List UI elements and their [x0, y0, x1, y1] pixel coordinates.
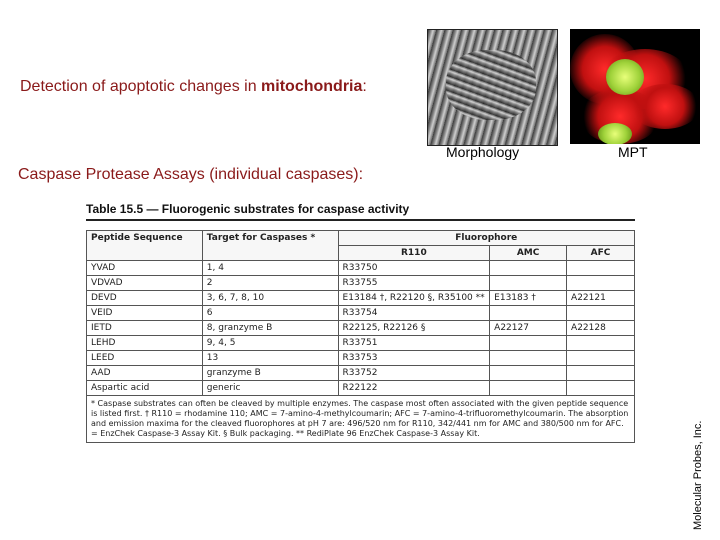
caption-morphology: Morphology [446, 144, 520, 160]
table-row [87, 261, 635, 276]
table-header-row [87, 231, 635, 246]
catalog-link[interactable]: E13184 †, R22120 §, R35100 ** [342, 293, 485, 303]
cell-r110 [338, 261, 490, 276]
table-row [87, 321, 635, 336]
subheader-r110: R110 [338, 246, 490, 261]
cell-peptide [87, 321, 203, 336]
cell-target-text: 6 [206, 308, 213, 318]
catalog-link[interactable]: R22122 [342, 383, 378, 393]
cell-afc [567, 306, 635, 321]
cell-target [202, 336, 338, 351]
cell-peptide-text: IETD [91, 323, 112, 333]
table-row [87, 291, 635, 306]
cell-target [202, 381, 338, 396]
cell-peptide [87, 381, 203, 396]
header-fluorophore: Fluorophore [338, 231, 634, 246]
cell-target-text: generic [206, 383, 241, 393]
caspase-table-container [86, 219, 635, 443]
heading-caspase-assays: Caspase Protease Assays (individual caspases): [18, 166, 364, 183]
cell-afc [567, 291, 635, 306]
cell-afc [567, 276, 635, 291]
cell-amc [490, 381, 567, 396]
table-row [87, 351, 635, 366]
catalog-link[interactable]: R33751 [342, 338, 378, 348]
table-row [87, 381, 635, 396]
table-row [87, 336, 635, 351]
cell-peptide-text: VEID [91, 308, 113, 318]
table-row [87, 306, 635, 321]
red-stain-region [630, 84, 700, 129]
cell-target-text: 3, 6, 7, 8, 10 [206, 293, 265, 303]
catalog-link[interactable]: R22125, R22126 § [342, 323, 426, 333]
cell-r110 [338, 336, 490, 351]
cell-target-text: 8, granzyme B [206, 323, 273, 333]
cell-peptide-text: Aspartic acid [91, 383, 150, 393]
cell-r110 [338, 276, 490, 291]
cell-target-text: granzyme B [206, 368, 261, 378]
cell-r110 [338, 306, 490, 321]
cell-afc [567, 366, 635, 381]
cell-amc [490, 336, 567, 351]
cell-target [202, 351, 338, 366]
cell-target-text: 1, 4 [206, 263, 224, 273]
cell-peptide [87, 291, 203, 306]
cell-afc [567, 321, 635, 336]
table-footnote: * Caspase substrates can often be cleaved by multiple enzymes. The caspase most often associated with the given peptide sequence is listed first. † R110 = rhodamine 110; AMC = 7-amino-4-methylcoumarin; AFC = 7-amino-4-trifluoromethylcoumarin. The absorption and emission maxima for the cleaved fluorophores at pH 7 are: 496/520 nm for R110, 342/441 nm for AMC and 380/500 nm for AFC. = EnzChek Caspase-3 Assay Kit. § Bulk packaging. ** RediPlate 96 EnzChek Caspase-3 Assay Kit. [86, 396, 635, 443]
cell-afc [567, 381, 635, 396]
catalog-link[interactable]: R33754 [342, 308, 378, 318]
table-title: Table 15.5 — Fluorogenic substrates for caspase activity [86, 202, 410, 216]
cell-target-text: 9, 4, 5 [206, 338, 236, 348]
cell-amc [490, 291, 567, 306]
cell-target [202, 261, 338, 276]
caption-mpt: MPT [618, 144, 648, 160]
subheader-afc: AFC [567, 246, 635, 261]
heading-colon: : [362, 78, 367, 95]
catalog-link[interactable]: A22127 [494, 323, 529, 333]
catalog-link[interactable]: R33752 [342, 368, 378, 378]
cell-afc [567, 261, 635, 276]
mitochondrion-shape [446, 50, 536, 120]
cell-peptide [87, 306, 203, 321]
cell-peptide-text: AAD [91, 368, 111, 378]
table-row [87, 276, 635, 291]
credit-text: Molecular Probes, Inc. [692, 420, 704, 530]
catalog-link[interactable]: E13183 † [494, 293, 536, 303]
cell-target-text: 13 [206, 353, 219, 363]
cell-target [202, 321, 338, 336]
cell-peptide [87, 366, 203, 381]
cell-peptide [87, 261, 203, 276]
cell-peptide-text: DEVD [91, 293, 117, 303]
cell-r110 [338, 366, 490, 381]
catalog-link[interactable]: R33750 [342, 263, 378, 273]
cell-amc [490, 306, 567, 321]
mpt-fluorescence-image [570, 29, 700, 144]
cell-r110 [338, 321, 490, 336]
cell-peptide [87, 336, 203, 351]
subheader-amc: AMC [490, 246, 567, 261]
header-peptide: Peptide Sequence [87, 231, 203, 261]
cell-target [202, 306, 338, 321]
heading-mitochondria [20, 78, 367, 96]
cell-peptide-text: LEHD [91, 338, 116, 348]
cell-amc [490, 366, 567, 381]
cell-amc [490, 261, 567, 276]
cell-r110 [338, 291, 490, 306]
cell-peptide-text: VDVAD [91, 278, 123, 288]
cell-target [202, 291, 338, 306]
heading-bold-term: mitochondria [261, 78, 363, 95]
heading-text: Detection of apoptotic changes in [20, 78, 262, 95]
cell-peptide-text: YVAD [91, 263, 116, 273]
morphology-micrograph [427, 29, 558, 146]
cell-r110 [338, 351, 490, 366]
cell-afc [567, 351, 635, 366]
cell-amc [490, 276, 567, 291]
cell-peptide-text: LEED [91, 353, 115, 363]
caspase-substrate-table [86, 230, 635, 396]
cell-target [202, 366, 338, 381]
cell-amc [490, 351, 567, 366]
cell-amc [490, 321, 567, 336]
cell-target [202, 276, 338, 291]
cell-afc [567, 336, 635, 351]
catalog-link[interactable]: R33753 [342, 353, 378, 363]
catalog-link[interactable]: R33755 [342, 278, 378, 288]
cell-target-text: 2 [206, 278, 213, 288]
header-target: Target for Caspases * [202, 231, 338, 261]
cell-peptide [87, 351, 203, 366]
nucleus-shape [598, 123, 632, 144]
catalog-link[interactable]: A22128 [571, 323, 606, 333]
catalog-link[interactable]: A22121 [571, 293, 606, 303]
cell-peptide [87, 276, 203, 291]
cell-r110 [338, 381, 490, 396]
table-row [87, 366, 635, 381]
nucleus-shape [606, 59, 644, 95]
